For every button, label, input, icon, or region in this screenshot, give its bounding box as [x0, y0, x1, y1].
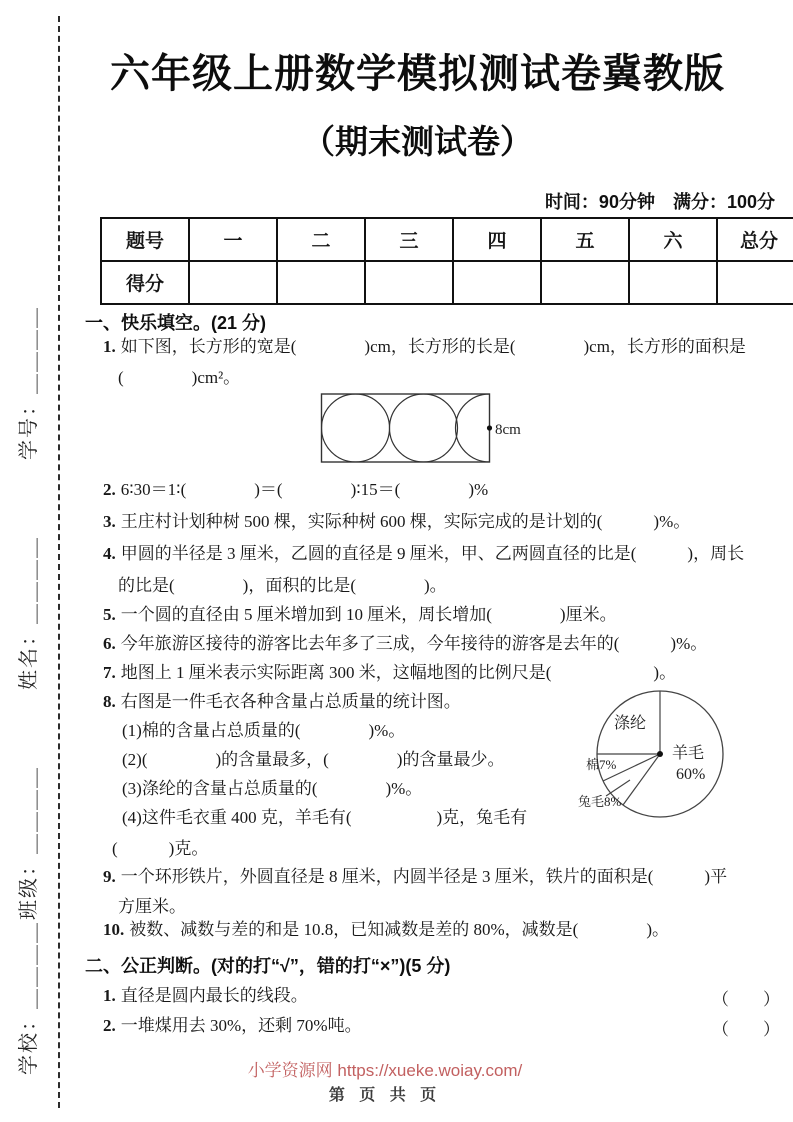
- question-text: ( )cm²。: [118, 368, 241, 387]
- judge-question-line: [103, 1015, 362, 1037]
- question-text: 如下图，长方形的宽是( )cm，长方形的长是( )cm，长方形的面积是: [120, 337, 746, 356]
- score-cell: [629, 261, 717, 304]
- paper-title: 六年级上册数学模拟测试卷冀教版: [110, 52, 725, 96]
- score-table-col-header: 二: [277, 218, 365, 261]
- footer-page-number: 第 页 共 页: [328, 1087, 442, 1104]
- question-line: [118, 575, 447, 597]
- question-line: [103, 479, 488, 501]
- score-table-col-header: 五: [541, 218, 629, 261]
- question-number: 8.: [103, 692, 116, 711]
- question-line: [122, 778, 422, 800]
- score-row-label: 得分: [101, 261, 189, 304]
- score-table-col-header: 三: [365, 218, 453, 261]
- question-line: [122, 807, 527, 829]
- pie-label-cotton: 棉7%: [586, 757, 617, 772]
- question-line: [112, 838, 208, 860]
- student-class-field: 班级：＿＿＿＿: [18, 766, 40, 920]
- question-line: [103, 919, 669, 941]
- question-text: 直径是圆内最长的线段。: [120, 986, 308, 1005]
- exam-time-score-meta: 时间：90分钟 满分：100分: [544, 192, 775, 212]
- question-number: 1.: [103, 337, 116, 356]
- figure-circle-1: [322, 394, 390, 462]
- rectangle-circles-figure: [320, 392, 535, 468]
- question-text: 的比是( )，面积的比是( )。: [118, 576, 447, 595]
- score-cell: [189, 261, 277, 304]
- score-table-header-row: [101, 218, 793, 261]
- question-line: [118, 367, 240, 389]
- question-text: 地图上 1 厘米表示实际距离 300 米，这幅地图的比例尺是( )。: [120, 663, 677, 682]
- question-line: [103, 866, 727, 888]
- question-text: (2)( )的含量最多，( )的含量最少。: [122, 750, 505, 769]
- question-text: 一个圆的直径由 5 厘米增加到 10 厘米，周长增加( )厘米。: [120, 605, 617, 624]
- pie-label-polyester: 涤纶: [614, 715, 647, 732]
- question-line: [122, 749, 504, 771]
- question-number: 2.: [103, 1016, 116, 1035]
- question-line: [122, 720, 405, 742]
- question-text: 甲圆的半径是 3 厘米，乙圆的直径是 9 厘米，甲、乙两圆直径的比是( )，周长: [120, 544, 745, 563]
- question-text: 6∶30＝1∶( )＝( )∶15＝( )%: [120, 480, 489, 499]
- score-table-col-header: 总分: [717, 218, 793, 261]
- question-text: 右图是一件毛衣各种含量占总质量的统计图。: [120, 692, 461, 711]
- question-text: (3)涤纶的含量占总质量的( )%。: [122, 779, 423, 798]
- score-cell: [277, 261, 365, 304]
- question-text: 王庄村计划种树 500 棵，实际种树 600 棵，实际完成的是计划的( )%。: [120, 512, 691, 531]
- answer-blank: （ ）: [712, 990, 780, 1009]
- answer-blank: （ ）: [712, 1020, 780, 1039]
- margin-dashed-line: [58, 16, 60, 1108]
- student-name-field: 姓名：＿＿＿＿: [18, 536, 40, 690]
- figure-circle-2: [390, 394, 458, 462]
- score-table-col-header: 六: [629, 218, 717, 261]
- question-number: 7.: [103, 663, 116, 682]
- section-one-heading: 一、快乐填空。(21 分): [85, 313, 267, 333]
- paper-subtitle: （期末测试卷）: [302, 123, 533, 160]
- judge-question-line: [103, 985, 308, 1007]
- question-number: 3.: [103, 512, 116, 531]
- student-no-field: 学号：＿＿＿＿: [18, 306, 40, 460]
- pie-center-dot: [657, 751, 663, 757]
- question-number: 6.: [103, 634, 116, 653]
- figure-center-dot: [487, 425, 492, 430]
- question-line: [118, 896, 186, 918]
- question-number: 5.: [103, 605, 116, 624]
- pie-label-rabbit: 兔毛8%: [578, 794, 622, 809]
- score-cell: [717, 261, 793, 304]
- question-text: (4)这件毛衣重 400 克，羊毛有( )克，兔毛有: [122, 808, 528, 827]
- school-field: 学校：＿＿＿＿: [18, 921, 40, 1075]
- question-text: 方厘米。: [118, 897, 186, 916]
- sweater-composition-pie-chart: [578, 672, 793, 850]
- question-text: (1)棉的含量占总质量的( )%。: [122, 721, 406, 740]
- pie-radius-wool-rabbit: [623, 754, 660, 805]
- score-cell: [365, 261, 453, 304]
- question-text: 一堆煤用去 30%，还剩 70%吨。: [120, 1016, 362, 1035]
- footer-site-watermark: 小学资源网 https://xueke.woiay.com/: [247, 1061, 523, 1080]
- pie-label-wool: 羊毛: [672, 745, 705, 762]
- score-cell: [541, 261, 629, 304]
- question-number: 9.: [103, 867, 116, 886]
- question-line: [103, 543, 744, 565]
- figure-rectangle: [322, 394, 490, 462]
- question-text: 今年旅游区接待的游客比去年多了三成，今年接待的游客是去年的( )%。: [120, 634, 708, 653]
- question-number: 1.: [103, 986, 116, 1005]
- question-text: 被数、减数与差的和是 10.8，已知减数是差的 80%，减数是( )。: [129, 920, 669, 939]
- question-number: 2.: [103, 480, 116, 499]
- figure-circles: [322, 394, 524, 462]
- score-table-col-header: 题号: [101, 218, 189, 261]
- question-text: ( )克。: [112, 839, 209, 858]
- score-cell: [453, 261, 541, 304]
- question-line: [103, 633, 707, 655]
- question-number: 10.: [103, 920, 125, 939]
- question-number: 4.: [103, 544, 116, 563]
- score-table-score-row: [101, 261, 793, 304]
- question-text: 一个环形铁片，外圆直径是 8 厘米，内圆半径是 3 厘米，铁片的面积是( )平: [120, 867, 728, 886]
- question-line: [103, 511, 690, 533]
- pie-label-wool-pct: 60%: [676, 766, 706, 783]
- score-table-col-header: 一: [189, 218, 277, 261]
- question-line: [103, 604, 617, 626]
- score-table: [100, 217, 793, 305]
- question-line: [103, 691, 461, 713]
- score-table-col-header: 四: [453, 218, 541, 261]
- section-two-heading: 二、公正判断。(对的打“√”，错的打“×”)(5 分): [85, 956, 451, 976]
- question-line: [103, 336, 746, 358]
- figure-dimension-label: 8cm: [495, 422, 521, 438]
